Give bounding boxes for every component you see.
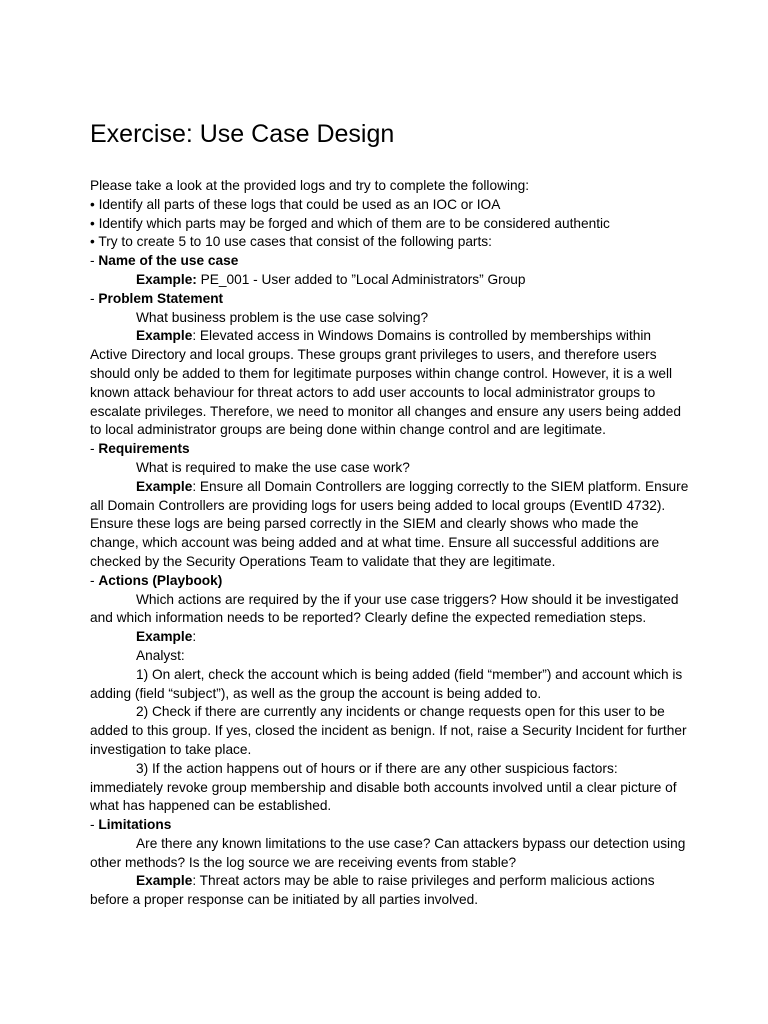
playbook-step: 3) If the action happens out of hours or if there are any other suspicious factors: immediately revoke group membership and disable both accounts involved until a clear picture of what has happened can be established. (90, 760, 677, 814)
section-dash: - (90, 441, 99, 457)
limitations-example (90, 872, 690, 910)
section-dash: - (90, 253, 99, 269)
actions-question: Which actions are required by the if your use case triggers? How should it be investigated and which information needs to be reported? Clearly define the expected remediation steps. (90, 591, 679, 626)
example-label: Example (136, 873, 193, 889)
section-requirements-heading (90, 440, 690, 459)
requirements-question: What is required to make the use case work? (136, 459, 410, 475)
section-actions-heading (90, 572, 690, 591)
actions-example (90, 628, 690, 647)
section-heading-text: Limitations (98, 817, 172, 833)
playbook-step: 1) On alert, check the account which is being added (field “member”) and account which is adding (field “subject”), as well as the group the account is being added to. (90, 666, 683, 701)
intro-text: Please take a look at the provided logs and try to complete the following: (90, 178, 530, 193)
problem-question: What business problem is the use case solving? (136, 309, 429, 325)
page-title: Exercise: Use Case Design (90, 120, 395, 148)
section-limitations-heading (90, 816, 690, 835)
bullet-item: • Try to create 5 to 10 use cases that consist of the following parts: (90, 234, 492, 250)
section-dash: - (90, 572, 99, 588)
example-label: Example (136, 629, 193, 645)
section-problem-heading (90, 290, 690, 309)
playbook-step: 2) Check if there are currently any incidents or change requests open for this user to be added to this group. If yes, closed the incident as benign. If not, raise a Security Incident for further investigation to take place. (90, 704, 687, 757)
bullet-item: • Identify which parts may be forged and which of them are to be considered authentic (90, 215, 610, 231)
section-heading-text: Actions (Playbook) (98, 572, 223, 588)
example-text: PE_001 - User added to ”Local Administrators” Group (196, 271, 526, 287)
document-body (90, 177, 690, 910)
example-text: : Threat actors may be able to raise privileges and perform malicious actions before a proper response can be initiated by all parties involved. (90, 873, 655, 908)
section-heading-text: Problem Statement (98, 290, 224, 306)
section-name-heading (90, 252, 690, 271)
limitations-question: Are there any known limitations to the use case? Can attackers bypass our detection using other methods? Is the log source we are receiving events from stable? (90, 835, 686, 870)
example-colon: : (192, 629, 197, 645)
example-text: : Elevated access in Windows Domains is controlled by memberships within Active Directory and local groups. These groups grant privileges to users, and therefore users should only be added to them for legitimate purposes within change control. However, it is a well known attack behaviour for threat actors to add user accounts to local administrator groups to escalate privileges. Therefore, we need to monitor all changes and ensure any users being added to local administrator groups are being done within change control and are legitimate. (90, 328, 681, 438)
name-example (90, 271, 690, 290)
section-dash: - (90, 817, 99, 833)
example-label: Example (136, 328, 193, 344)
requirements-example (90, 478, 690, 572)
example-text: : Ensure all Domain Controllers are logging correctly to the SIEM platform. Ensure all Domain Controllers are providing logs for users being added to local groups (EventID 4732). Ensure these logs are being parsed correctly in the SIEM and clearly shows who made the change, which account was being added and at what time. Ensure all successful additions are checked by the Security Operations Team to validate that they are legitimate. (90, 478, 689, 569)
problem-example (90, 327, 690, 440)
section-heading-text: Requirements (98, 441, 190, 457)
bullet-item: • Identify all parts of these logs that could be used as an IOC or IOA (90, 196, 501, 212)
section-dash: - (90, 290, 99, 306)
example-label: Example (136, 478, 193, 494)
section-heading-text: Name of the use case (98, 253, 239, 269)
example-label: Example: (136, 271, 197, 287)
analyst-label: Analyst: (136, 647, 185, 663)
